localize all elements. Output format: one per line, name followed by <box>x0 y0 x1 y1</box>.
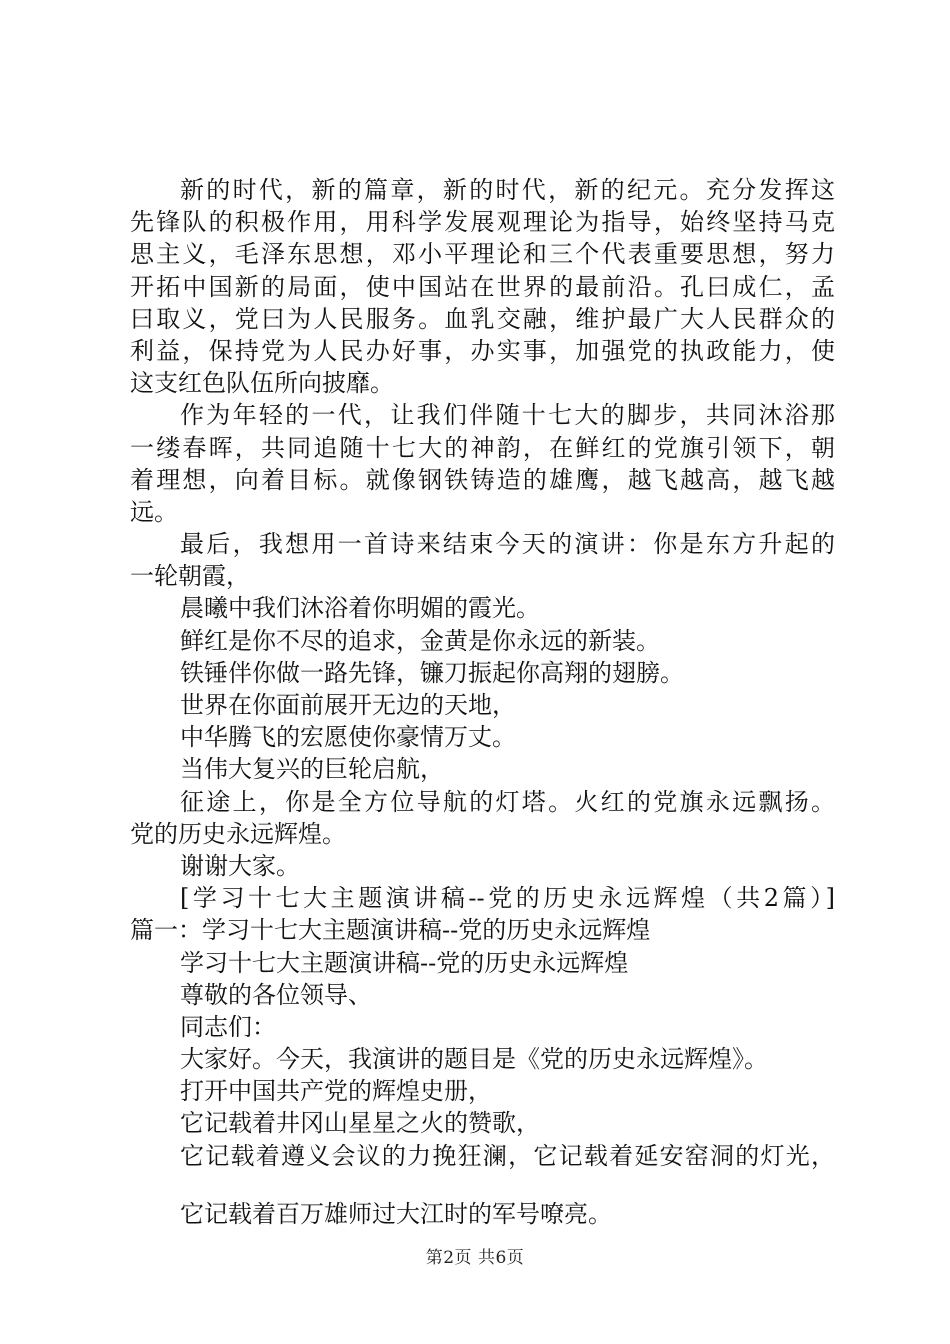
text-line: 它记载着百万雄师过大江时的军号嘹亮。 <box>180 1199 612 1228</box>
paragraph-gap <box>130 1172 835 1198</box>
text-line: 尊敬的各位领导、 <box>180 980 372 1009</box>
text-line: 新的时代，新的篇章，新的时代，新的纪元。充分发挥这 <box>180 176 835 204</box>
page-footer: 第2页 共6页 <box>425 1248 525 1268</box>
text-line: 当伟大复兴的巨轮启航， <box>180 755 444 784</box>
text-line: 学习十七大主题演讲稿--党的历史永远辉煌 <box>180 948 629 977</box>
text-line: 利益，保持党为人民办好事，办实事，加强党的执政能力，使 <box>130 336 835 365</box>
text-line: 一轮朝霞， <box>130 562 250 591</box>
text-line: 最后，我想用一首诗来结束今天的演讲：你是东方升起的 <box>180 530 835 559</box>
text-line: 着理想，向着目标。就像钢铁铸造的雄鹰，越飞越高，越飞越 <box>130 465 835 494</box>
text-line: 开拓中国新的局面，使中国站在世界的最前沿。孔曰成仁，孟 <box>130 272 835 301</box>
document-body <box>130 174 835 1230</box>
text-line: 谢谢大家。 <box>180 851 300 880</box>
text-line: 作为年轻的一代，让我们伴随十七大的脚步，共同沐浴那 <box>180 401 835 430</box>
text-line: 这支红色队伍所向披靡。 <box>130 369 394 398</box>
text-line: 晨曦中我们沐浴着你明媚的霞光。 <box>180 594 540 623</box>
text-line: 鲜红是你不尽的追求，金黄是你永远的新装。 <box>180 626 660 655</box>
text-line: 大家好。今天，我演讲的题目是《党的历史永远辉煌》。 <box>180 1045 768 1074</box>
text-line: 曰取义，党曰为人民服务。血乳交融，维护最广大人民群众的 <box>130 304 835 333</box>
text-line: 它记载着井冈山星星之火的赞歌， <box>180 1109 540 1138</box>
text-line: 思主义，毛泽东思想，邓小平理论和三个代表重要思想，努力 <box>130 240 835 269</box>
text-line: 远。 <box>130 497 178 526</box>
text-line: 它记载着遵义会议的力挽狂澜，它记载着延安窑洞的灯光， <box>180 1141 835 1170</box>
text-line: 铁锤伴你做一路先锋，镰刀振起你高翔的翅膀。 <box>180 658 684 687</box>
text-line: [学习十七大主题演讲稿--党的历史永远辉煌（共2篇）] <box>180 884 835 913</box>
text-line: 世界在你面前展开无边的天地， <box>180 691 516 719</box>
text-line: 先锋队的积极作用，用科学发展观理论为指导，始终坚持马克 <box>130 208 835 237</box>
text-line: 征途上，你是全方位导航的灯塔。火红的党旗永远飘扬。 <box>180 787 835 816</box>
text-line: 篇一：学习十七大主题演讲稿--党的历史永远辉煌 <box>130 916 651 945</box>
text-line: 党的历史永远辉煌。 <box>130 819 346 848</box>
text-line: 一缕春晖，共同追随十七大的神韵，在鲜红的党旗引领下，朝 <box>130 433 835 462</box>
text-line: 中华腾飞的宏愿使你豪情万丈。 <box>180 723 516 752</box>
text-line: 同志们： <box>180 1012 276 1041</box>
text-line: 打开中国共产党的辉煌史册， <box>180 1077 492 1106</box>
